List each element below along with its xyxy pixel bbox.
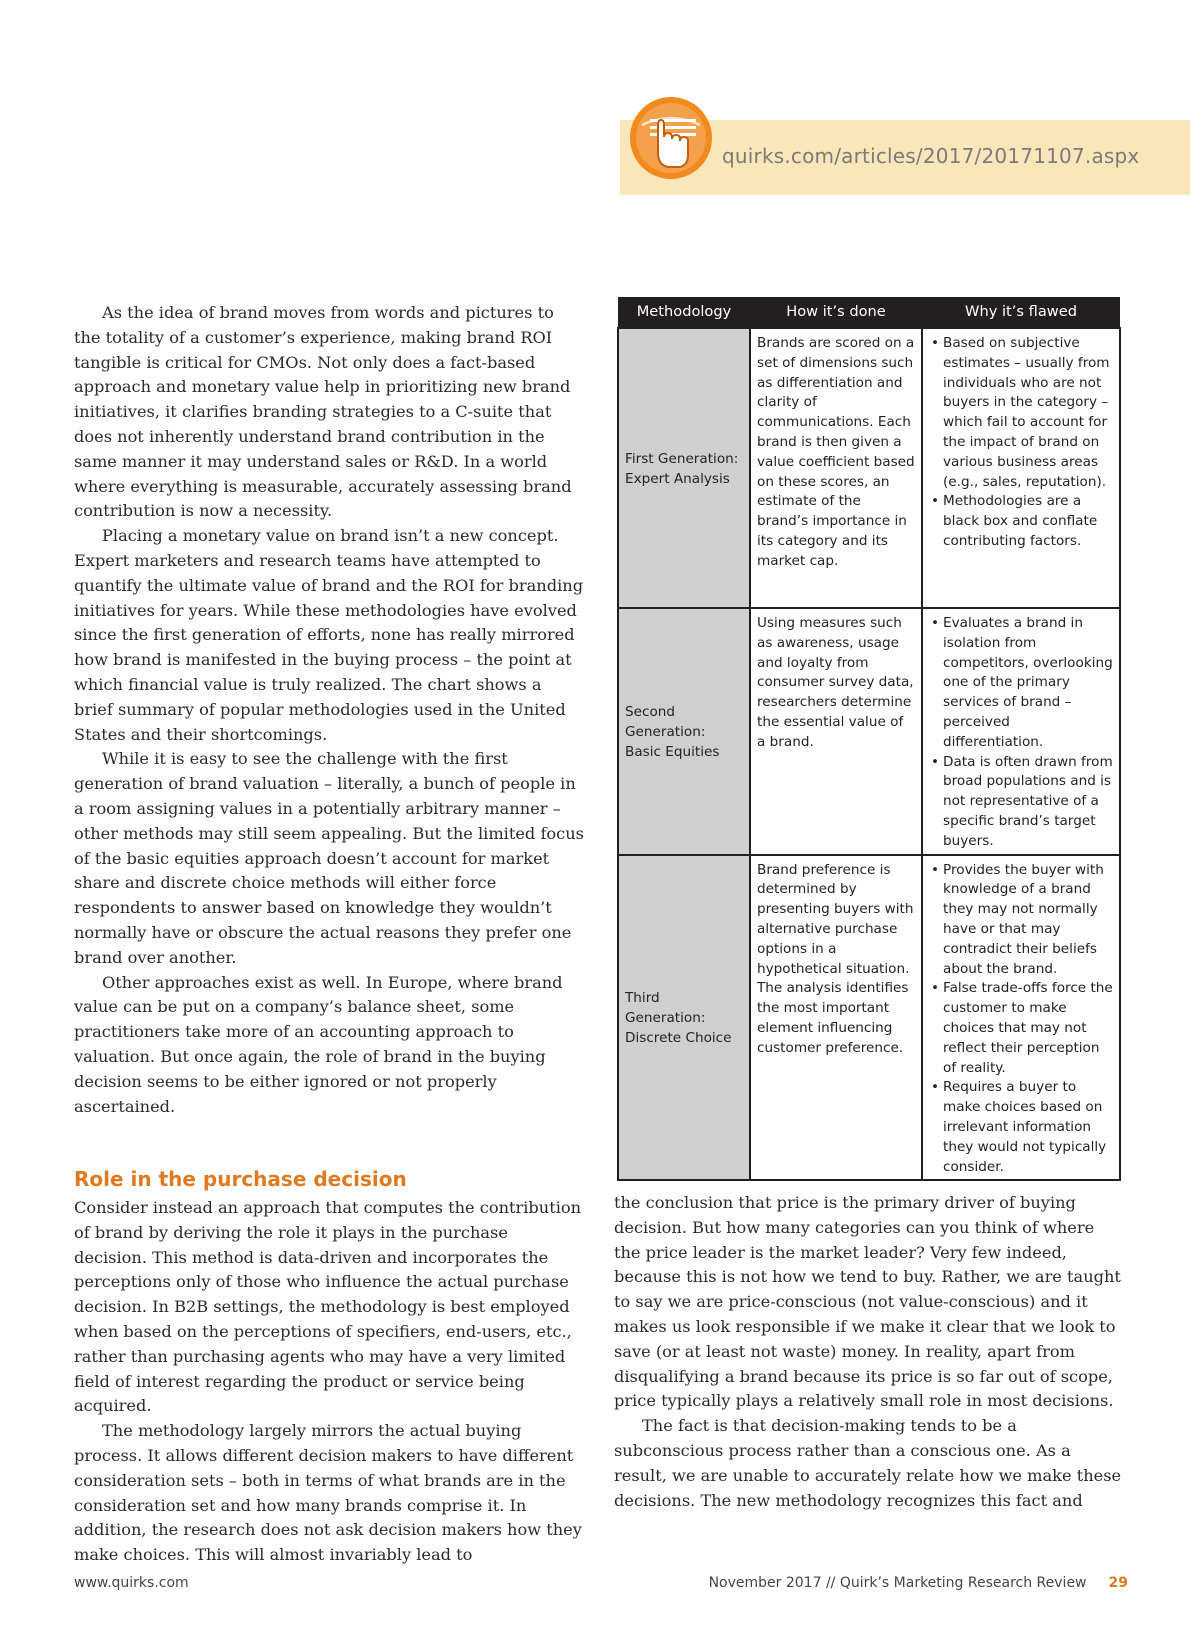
paragraph: the conclusion that price is the primary driver of buying decision. But how many categories can you think of where the price leader is the market leader? Very few indeed, because this is not how we tend to buy. Rather, we are taught to say we are price-conscious (not value-conscious) and it makes us look responsible if we make it clear that we look to save (or at least not waste) money. In reality, apart from disqualifying a brand because its price is so far out of scope, price typically plays a relatively small role in most decisions. [614, 1193, 1121, 1411]
table-row [618, 328, 1120, 608]
how-cell: Using measures such as awareness, usage and loyalty from consumer survey data, researchers determine the essential value of a brand. [750, 608, 922, 855]
flaw-item: • Data is often drawn from broad populations and is not representative of a specific brand’s target buyers. [943, 753, 1113, 852]
paragraph: As the idea of brand moves from words and pictures to the totality of a customer’s experience, making brand ROI tangible is critical for CMOs. Not only does a fact-based approach and monetary value help in prioritizing new brand initiatives, it clarifies branding strategies to a C-suite that does not inherently understand brand contribution in the same manner it may understand sales or R&D. In a world where everything is measurable, accurately assessing brand contribution is now a necessity. [74, 303, 572, 521]
table-row [618, 608, 1120, 855]
page-number: 29 [1108, 1575, 1128, 1591]
column-header-methodology: Methodology [618, 297, 750, 328]
paragraph: Consider instead an approach that computes the contribution of brand by deriving the role it plays in the purchase decision. This method is data-driven and incorporates the perceptions only of those who influence the actual purchase decision. In B2B settings, the methodology is best employed when based on the perceptions of specifiers, end-users, etc., rather than purchasing agents who may have a very limited field of interest regarding the product or service being acquired. [74, 1198, 582, 1416]
section-heading: Role in the purchase decision [74, 1167, 407, 1191]
flaw-item: • Based on subjective estimates – usually from individuals who are not buyers in the category – which fail to account for the impact of brand on various business areas (e.g., sales, reputation). [943, 334, 1113, 492]
paragraph: While it is easy to see the challenge with the first generation of brand valuation – literally, a bunch of people in a room assigning values in a potentially arbitrary manner – other methods may still seem appealing. But the limited focus of the basic equities approach doesn’t account for market share and discrete choice methods will either force respondents to answer based on knowledge they wouldn’t normally have or obscure the actual reasons they prefer one brand over another. [74, 749, 584, 967]
how-cell: Brand preference is determined by presenting buyers with alternative purchase options in a hypothetical situation. The analysis identifies the most important element influencing customer preference. [750, 855, 922, 1181]
why-cell [922, 608, 1120, 855]
column-header-why: Why it’s flawed [922, 297, 1120, 328]
flaw-item: • False trade-offs force the customer to make choices that may not reflect their perception of reality. [943, 979, 1113, 1078]
flaw-item: • Provides the buyer with knowledge of a brand they may not normally have or that may contradict their beliefs about the brand. [943, 861, 1113, 980]
flaw-item: • Evaluates a brand in isolation from competitors, overlooking one of the primary services of brand – perceived differentiation. [943, 614, 1113, 753]
why-cell [922, 328, 1120, 608]
paragraph: Placing a monetary value on brand isn’t a new concept. Expert marketers and research teams have attempted to quantify the ultimate value of brand and the ROI for branding initiatives for years. While these methodologies have evolved since the first generation of efforts, none has really mirrored how brand is manifested in the buying process – the point at which financial value is truly realized. The chart shows a brief summary of popular methodologies used in the United States and their shortcomings. [74, 526, 584, 744]
paragraph: The fact is that decision-making tends to be a subconscious process rather than a conscious one. As a result, we are unable to accurately relate how we make these decisions. The new methodology recognizes this fact and [614, 1416, 1122, 1510]
methodology-cell: Second Generation: Basic Equities [618, 608, 750, 855]
methodology-cell: Third Generation: Discrete Choice [618, 855, 750, 1181]
why-cell [922, 855, 1120, 1181]
section-purchase-decision [74, 1166, 584, 1568]
how-cell: Brands are scored on a set of dimensions such as differentiation and clarity of communications. Each brand is then given a value coefficient based on these scores, an estimate of the brand’s importance in its category and its market cap. [750, 328, 922, 608]
right-column-text [614, 1191, 1124, 1513]
methodology-cell: First Generation: Expert Analysis [618, 328, 750, 608]
paragraph: The methodology largely mirrors the actual buying process. It allows different decision makers to have different consideration sets – both in terms of what brands are in the consideration set and how many brands comprise it. In addition, the research does not ask decision makers how they make choices. This will almost invariably lead to [74, 1421, 582, 1565]
left-column-text [74, 301, 584, 1119]
hand-pointer-icon [628, 95, 714, 181]
footer-website-link[interactable]: www.quirks.com [74, 1575, 189, 1591]
table-row [618, 855, 1120, 1181]
issue-label: November 2017 // Quirk’s Marketing Research Review [708, 1575, 1087, 1591]
methodology-table [617, 297, 1121, 1181]
article-url-link[interactable]: quirks.com/articles/2017/20171107.aspx [722, 144, 1140, 168]
footer-issue [709, 1575, 1128, 1591]
column-header-how: How it’s done [750, 297, 922, 328]
paragraph: Other approaches exist as well. In Europe, where brand value can be put on a company’s balance sheet, some practitioners take more of an accounting approach to valuation. But once again, the role of brand in the buying decision seems to be either ignored or not properly ascertained. [74, 972, 563, 1116]
table-header-row [618, 297, 1120, 328]
flaw-item: • Methodologies are a black box and conflate contributing factors. [943, 492, 1113, 551]
flaw-item: • Requires a buyer to make choices based on irrelevant information they would not typically consider. [943, 1078, 1113, 1177]
